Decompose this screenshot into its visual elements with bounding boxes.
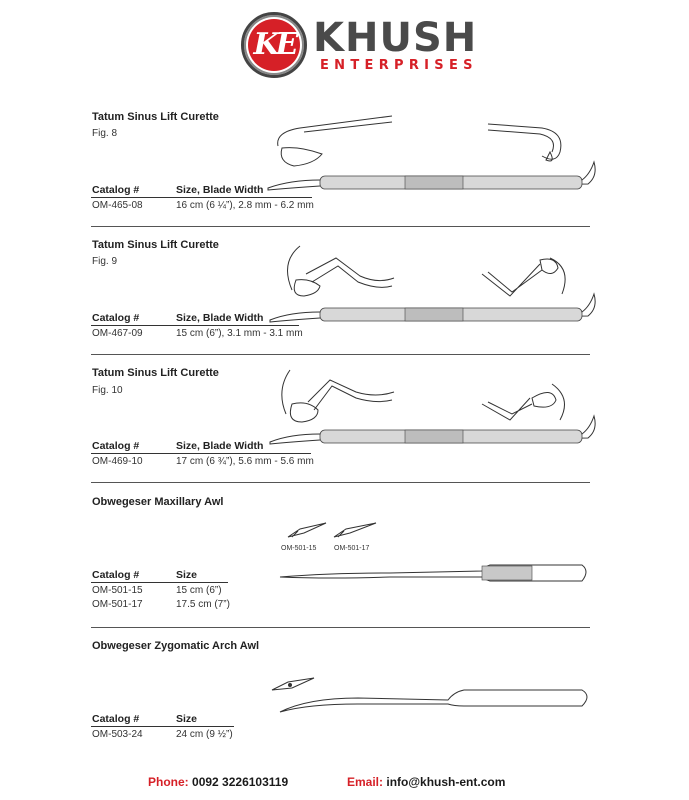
catalog-number: OM-467-09 — [92, 328, 143, 339]
tip-label: OM-501-17 — [334, 545, 370, 552]
size-header: Size, Blade Width — [176, 440, 264, 452]
figure-label: Fig. 8 — [92, 128, 118, 139]
catalog-header: Catalog # — [92, 312, 140, 324]
size-header: Size — [176, 713, 198, 725]
product-title: Obwegeser Maxillary Awl — [92, 496, 224, 508]
section-divider — [91, 627, 590, 628]
tip-label: OM-501-15 — [281, 545, 317, 552]
section-divider — [91, 226, 590, 227]
size-header: Size, Blade Width — [176, 184, 264, 196]
size-value: 16 cm (6 ¼”), 2.8 mm - 6.2 mm — [176, 200, 314, 211]
catalog-number: OM-501-15 — [92, 585, 143, 596]
catalog-header: Catalog # — [92, 713, 140, 725]
email-address[interactable]: info@khush-ent.com — [386, 775, 506, 789]
product-title: Tatum Sinus Lift Curette — [92, 111, 219, 123]
catalog-number: OM-503-24 — [92, 729, 143, 740]
brand-tagline: ENTERPRISES — [320, 58, 478, 73]
figure-label: Fig. 10 — [92, 385, 123, 396]
email-contact — [347, 775, 505, 789]
curette-illustration — [260, 238, 600, 343]
size-header: Size, Blade Width — [176, 312, 264, 324]
table-rule — [91, 582, 228, 583]
section-divider — [91, 354, 590, 355]
size-value: 24 cm (9 ½”) — [176, 729, 233, 740]
catalog-number: OM-465-08 — [92, 200, 143, 211]
size-value: 15 cm (6”) — [176, 585, 222, 596]
zygomatic-awl-illustration — [268, 668, 598, 728]
curette-illustration — [260, 364, 600, 469]
phone-contact — [148, 775, 288, 789]
catalog-number: OM-501-17 — [92, 599, 143, 610]
catalog-header: Catalog # — [92, 184, 140, 196]
size-value: 17.5 cm (7”) — [176, 599, 230, 610]
size-value: 15 cm (6”), 3.1 mm - 3.1 mm — [176, 328, 303, 339]
product-title: Obwegeser Zygomatic Arch Awl — [92, 640, 260, 652]
size-value: 17 cm (6 ¾”), 5.6 mm - 5.6 mm — [176, 456, 314, 467]
company-logo — [241, 12, 307, 78]
catalog-header: Catalog # — [92, 569, 140, 581]
product-title: Tatum Sinus Lift Curette — [92, 367, 219, 379]
product-title: Tatum Sinus Lift Curette — [92, 239, 219, 251]
size-header: Size — [176, 569, 198, 581]
curette-illustration — [260, 110, 600, 215]
brand-name: KHUSH — [313, 15, 478, 61]
phone-label: Phone: — [148, 775, 189, 789]
email-label: Email: — [347, 775, 384, 789]
catalog-number: OM-469-10 — [92, 456, 143, 467]
table-rule — [91, 726, 234, 727]
logo-mark: KE — [253, 27, 295, 62]
phone-number[interactable]: 0092 3226103119 — [192, 775, 289, 789]
section-divider — [91, 482, 590, 483]
figure-label: Fig. 9 — [92, 256, 118, 267]
catalog-header: Catalog # — [92, 440, 140, 452]
header — [0, 0, 689, 90]
logo-emblem — [248, 19, 300, 71]
maxillary-awl-illustration — [270, 515, 600, 595]
